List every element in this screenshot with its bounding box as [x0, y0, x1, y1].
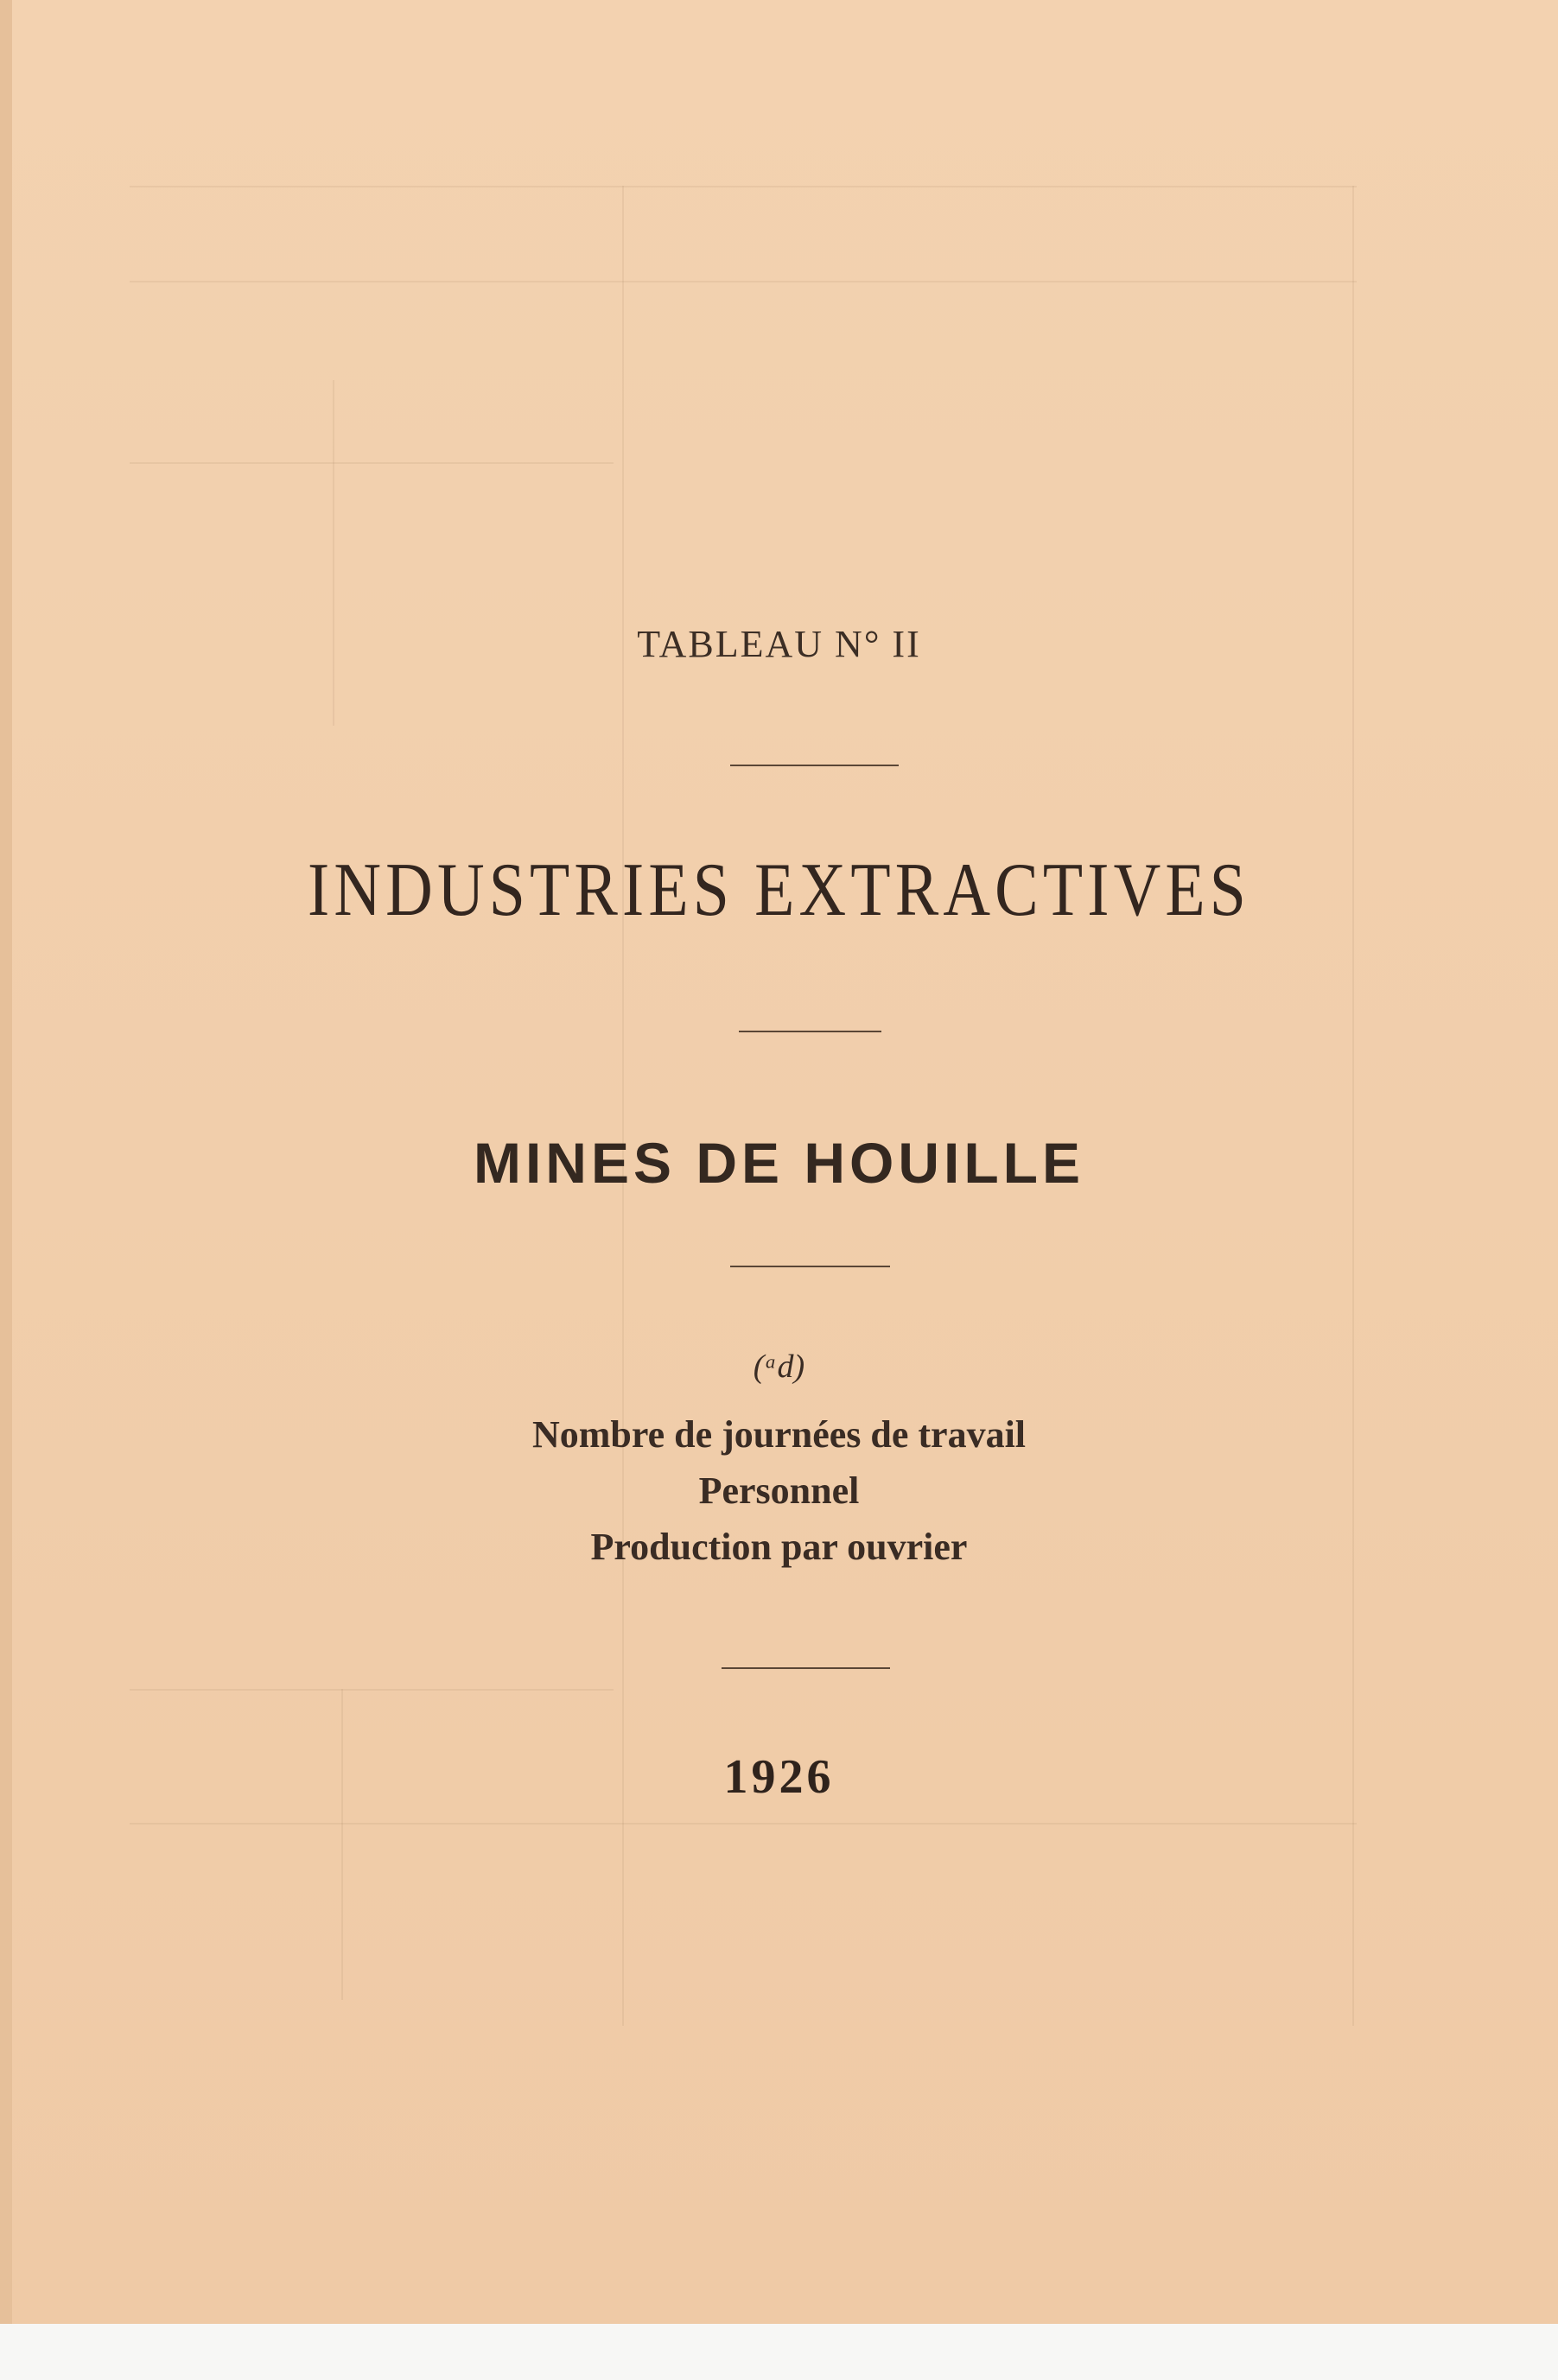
- bleed-line: [341, 1689, 343, 2000]
- description-line: Production par ouvrier: [590, 1526, 968, 1568]
- divider-rule: [722, 1667, 890, 1669]
- description-line: Personnel: [698, 1469, 860, 1512]
- divider-rule: [730, 1266, 890, 1267]
- sub-label: (ᵃd): [753, 1349, 805, 1385]
- bleed-line: [130, 1823, 1357, 1825]
- scan-background: [0, 2324, 1558, 2380]
- divider-rule: [739, 1031, 881, 1032]
- section-title: INDUSTRIES EXTRACTIVES: [307, 848, 1251, 932]
- bleed-line: [130, 1689, 614, 1691]
- divider-rule: [730, 765, 899, 766]
- table-label: TABLEAU N° II: [637, 623, 921, 665]
- year: 1926: [723, 1750, 835, 1804]
- bleed-line: [130, 281, 1357, 282]
- description-line: Nombre de journées de travail: [531, 1413, 1027, 1456]
- subsection-title: MINES DE HOUILLE: [473, 1131, 1085, 1195]
- bleed-line: [333, 380, 334, 726]
- bleed-line: [130, 186, 1357, 187]
- bleed-line: [130, 462, 614, 464]
